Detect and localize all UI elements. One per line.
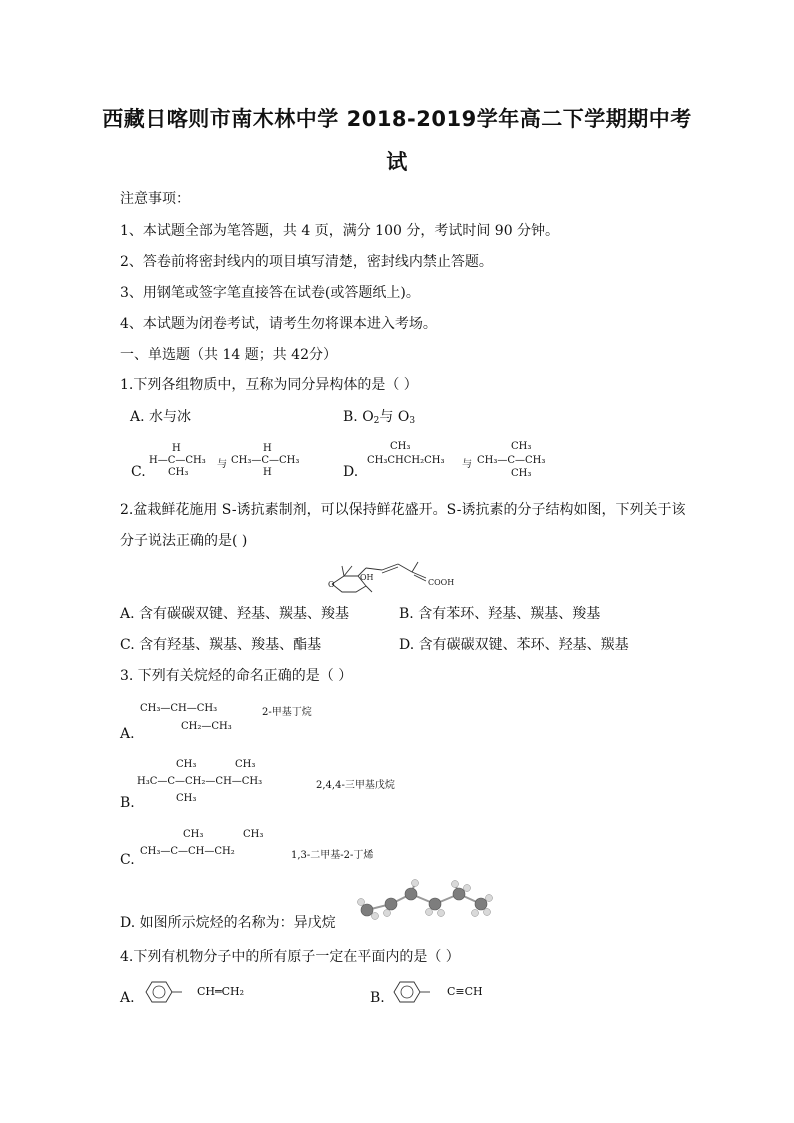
section-heading: 一、单选题（共 14 题；共 42分） [120, 347, 337, 363]
q2-stem-line1: 2.盆栽鲜花施用 S-诱抗素制剂，可以保持鲜花盛开。S-诱抗素的分子结构如图，下列关于该 [120, 502, 686, 518]
q1-option-b: B. $O_2$与 $O_3$ [343, 409, 416, 426]
q2-option-b: B. 含有苯环、羟基、羰基、羧基 [399, 606, 601, 622]
q3-option-b-label: B. [120, 795, 135, 811]
notice-3: 3、用钢笔或签字笔直接答在试卷(或答题纸上)。 [120, 285, 420, 301]
q4-option-b-group: C≡CH [447, 985, 483, 998]
q4-stem: 4.下列有机物分子中的所有原子一定在平面内的是（ ） [120, 949, 460, 965]
q4-option-a-benzene-ring [138, 979, 182, 1005]
q1-stem: 1.下列各组物质中，互称为同分异构体的是（ ） [120, 377, 418, 393]
q4-option-b-label: B. [370, 990, 385, 1006]
notice-1: 1、本试题全部为笔答题，共 4 页，满分 100 分，考试时间 90 分钟。 [120, 223, 560, 239]
svg-text:COOH: COOH [428, 578, 455, 587]
q4-option-a-label: A. [120, 990, 135, 1006]
q2-option-a: A. 含有碳碳双键、羟基、羰基、羧基 [120, 606, 350, 622]
q3-option-d: D. 如图所示烷烃的名称为：异戊烷 [120, 915, 336, 931]
q2-molecule-structure [320, 558, 480, 594]
q1-option-a: A. 水与冰 [130, 409, 192, 425]
q1-option-d-label: D. [343, 464, 359, 480]
exam-title-line1: 西藏日喀则市南木林中学 2018-2019学年高二下学期期中考 [102, 107, 692, 131]
q4-option-b-benzene-ring [386, 979, 430, 1005]
q2-option-c: C. 含有羟基、羰基、羧基、酯基 [120, 637, 322, 653]
q2-option-d: D. 含有碳碳双键、苯环、羟基、羰基 [399, 637, 629, 653]
q3-option-a-label: A. [120, 726, 135, 742]
q1-option-c-label: C. [131, 464, 146, 480]
notice-2: 2、答卷前将密封线内的项目填写清楚，密封线内禁止答题。 [120, 254, 493, 270]
notice-heading: 注意事项： [120, 191, 190, 207]
q4-option-a-group: CH═CH₂ [197, 985, 245, 998]
notice-4: 4、本试题为闭卷考试，请考生勿将课本进入考场。 [120, 316, 437, 332]
exam-title-line2: 试 [386, 150, 408, 174]
q3-stem: 3. 下列有关烷烃的命名正确的是（ ） [120, 668, 353, 684]
q2-stem-line2: 分子说法正确的是( ) [120, 533, 248, 549]
svg-text:O: O [328, 580, 335, 589]
svg-text:OH: OH [360, 573, 374, 582]
q3-option-c-label: C. [120, 852, 135, 868]
q3-ball-stick-model [355, 880, 495, 920]
